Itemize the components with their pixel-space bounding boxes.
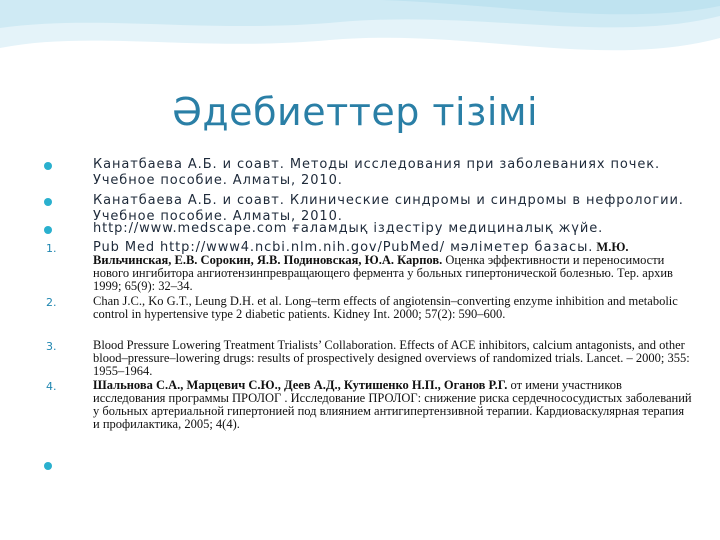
- list-item: [46, 338, 693, 378]
- reference-link-text: http://www.medscape.com ғаламдық іздестіру медициналық жүйе.: [93, 221, 604, 236]
- reference-text: Канатбаева А.Б. и соавт. Клинические синдромы и синдромы в нефрологии. Учебное пособие. Алматы, 2010.: [93, 193, 684, 224]
- list-item: [93, 221, 693, 237]
- list-number: 1.: [46, 242, 57, 255]
- header-wave-decoration: [0, 0, 720, 90]
- reference-text: [93, 241, 693, 293]
- list-item: [46, 378, 693, 431]
- bullet-icon: [44, 162, 52, 170]
- list-item: [93, 157, 693, 189]
- list-item: [46, 294, 693, 321]
- bullet-icon: [44, 198, 52, 206]
- reference-authors: М.Ю. Вильчинская, Е.В. Сорокин, Я.В. Подиновская, Ю.А. Карпов.: [93, 240, 629, 267]
- reference-authors: Шальнова С.А., Марцевич С.Ю., Деев А.Д., Кутишенко Н.П., Оганов Р.Г.: [93, 378, 508, 392]
- reference-lead: Pub Med http://www4.ncbi.nlm.nih.gov/PubMed/ мәліметер базасы.: [93, 240, 594, 255]
- reference-text: Chan J.C., Ko G.T., Leung D.H. et al. Long–term effects of angiotensin–converting enzyme inhibition and metabolic control in hypertensive type 2 diabetic patients. Kidney Int. 2000; 57(2): 590–600.: [93, 294, 678, 321]
- list-number: 4.: [46, 380, 57, 393]
- reference-text: Канатбаева А.Б. и соавт. Методы исследования при заболеваниях почек. Учебное пособие. Алматы, 2010.: [93, 157, 661, 188]
- list-number: 3.: [46, 340, 57, 353]
- slide-title: Әдебиеттер тізімі: [172, 90, 539, 134]
- bullet-icon: [44, 226, 52, 234]
- reference-text: [93, 379, 693, 431]
- list-item: [46, 240, 693, 293]
- reference-body: Оценка эффективности и переносимости нового ингибитора ангиотензинпревращающего фермента у больных гипертонической болезнью. Тер. архив 1999; 65(9): 32–34.: [93, 253, 673, 293]
- reference-text: Blood Pressure Lowering Treatment Trialists’ Collaboration. Effects of ACE inhibitors, calcium antagonists, and other blood–pressure–lowering drugs: results of prospectively designed overviews of randomized trials. Lancet. – 2000; 355: 1955–1964.: [93, 338, 690, 378]
- list-number: 2.: [46, 296, 57, 309]
- bullet-icon: [44, 462, 52, 470]
- reference-body: от имени участников исследования программы ПРОЛОГ . Исследование ПРОЛОГ: снижение риска сердечнососудистых заболеваний у больных артериальной гипертонией под влиянием антигипертензивной терапии. Кардиоваскулярная терапия и профилактика, 2005; 4(4).: [93, 378, 692, 431]
